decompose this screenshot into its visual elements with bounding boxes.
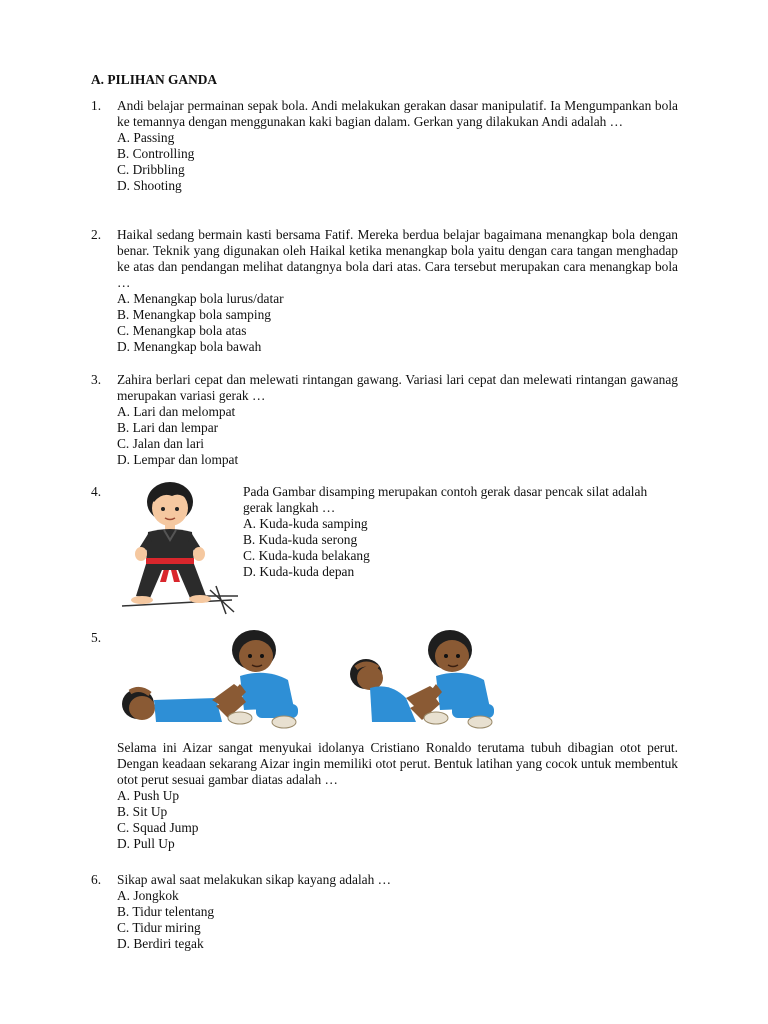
- question-text: Pada Gambar disamping merupakan contoh gerak dasar pencak silat adalah gerak langkah …: [243, 484, 648, 515]
- option-d: D. Menangkap bola bawah: [117, 339, 262, 354]
- option-c: C. Tidur miring: [117, 920, 201, 935]
- question-number: 5.: [91, 630, 102, 645]
- question-text: Selama ini Aizar sangat menyukai idolanya Cristiano Ronaldo terutama tubuh dibagian otot perut. Dengan keadaan sekarang Aizar ingin memiliki otot perut. Bentuk latihan yang cocok untuk membentuk otot perut sesuai gambar diatas adalah …: [117, 740, 678, 787]
- option-c: C. Squad Jump: [117, 820, 199, 835]
- sit-up-lying-illustration: [116, 628, 316, 730]
- question-2: [91, 227, 678, 355]
- option-b: B. Tidur telentang: [117, 904, 215, 919]
- pencak-silat-stance-illustration: [114, 478, 240, 618]
- option-a: A. Menangkap bola lurus/datar: [117, 291, 284, 306]
- question-3: [91, 372, 678, 468]
- option-d: D. Shooting: [117, 178, 182, 193]
- question-number: 6.: [91, 872, 102, 887]
- question-text: Andi belajar permainan sepak bola. Andi melakukan gerakan dasar manipulatif. Ia Mengumpankan bola ke temannya dengan menggunakan kaki bagian dalam. Gerkan yang dilakukan Andi adalah …: [117, 98, 678, 129]
- question-6: [91, 872, 678, 952]
- question-number: 2.: [91, 227, 102, 242]
- question-1: [91, 98, 678, 194]
- option-b: B. Menangkap bola samping: [117, 307, 271, 322]
- option-a: A. Push Up: [117, 788, 180, 803]
- question-number: 4.: [91, 484, 102, 499]
- option-b: B. Kuda-kuda serong: [243, 532, 358, 547]
- option-d: D. Berdiri tegak: [117, 936, 204, 951]
- question-number: 3.: [91, 372, 102, 387]
- option-a: A. Jongkok: [117, 888, 179, 903]
- question-text: Haikal sedang bermain kasti bersama Fatif. Mereka berdua belajar bagaimana menangkap bola dengan benar. Teknik yang digunakan oleh Haikal ketika menangkap bola yaitu dengan cara tangan menghadap ke atas dan pendangan melihat datangnya bola dari atas. Cara tersebut merupakan cara menangkap bola …: [117, 227, 678, 290]
- option-a: A. Kuda-kuda samping: [243, 516, 368, 531]
- option-c: C. Dribbling: [117, 162, 185, 177]
- question-number: 1.: [91, 98, 102, 113]
- option-d: D. Kuda-kuda depan: [243, 564, 355, 579]
- option-b: B. Lari dan lempar: [117, 420, 219, 435]
- option-b: B. Controlling: [117, 146, 195, 161]
- option-c: C. Jalan dan lari: [117, 436, 205, 451]
- question-text: Zahira berlari cepat dan melewati rintangan gawang. Variasi lari cepat dan melewati rintangan gawanag merupakan variasi gerak …: [117, 372, 678, 403]
- option-b: B. Sit Up: [117, 804, 168, 819]
- option-c: C. Menangkap bola atas: [117, 323, 247, 338]
- option-a: A. Lari dan melompat: [117, 404, 236, 419]
- section-heading: A. PILIHAN GANDA: [91, 72, 218, 87]
- option-a: A. Passing: [117, 130, 175, 145]
- sit-up-raised-illustration: [344, 628, 504, 730]
- question-text: Sikap awal saat melakukan sikap kayang adalah …: [117, 872, 392, 887]
- option-d: D. Lempar dan lompat: [117, 452, 239, 467]
- option-c: C. Kuda-kuda belakang: [243, 548, 370, 563]
- option-d: D. Pull Up: [117, 836, 175, 851]
